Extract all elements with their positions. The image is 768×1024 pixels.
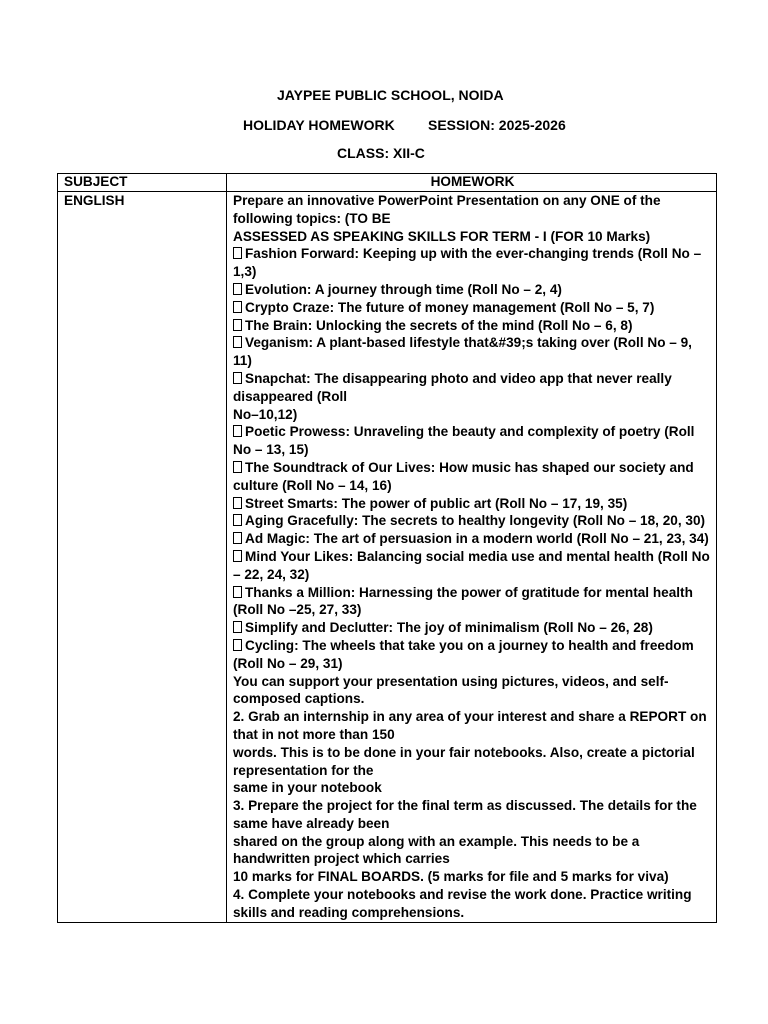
homework-line-text: Fashion Forward: Keeping up with the ever-changing trends (Roll No – 1,3)	[233, 246, 702, 280]
table-row	[58, 192, 717, 923]
bullet-box-icon	[233, 514, 242, 526]
homework-line	[233, 744, 712, 780]
homework-line-text: Poetic Prowess: Unraveling the beauty and complexity of poetry (Roll No – 13, 15)	[233, 424, 695, 458]
homework-table	[57, 173, 717, 923]
homework-line	[233, 334, 712, 370]
homework-line-text: 4. Complete your notebooks and revise the work done. Practice writing skills and reading comprehensions.	[233, 887, 692, 920]
bullet-box-icon	[233, 586, 242, 598]
homework-line	[233, 779, 712, 797]
homework-line-text: Prepare an innovative PowerPoint Presentation on any ONE of the following topics: (TO BE	[233, 193, 661, 226]
homework-line-text: Snapchat: The disappearing photo and video app that never really disappeared (Roll	[233, 370, 672, 404]
homework-line	[233, 299, 712, 317]
homework-line-text: Ad Magic: The art of persuasion in a modern world (Roll No – 21, 23, 34)	[245, 531, 709, 547]
homework-line-text: Thanks a Million: Harnessing the power of gratitude for mental health (Roll No –25, 27, 33)	[233, 584, 693, 618]
homework-line-text: shared on the group along with an example. This needs to be a handwritten project which carries	[233, 833, 640, 867]
homework-line-text: Street Smarts: The power of public art (Roll No – 17, 19, 35)	[245, 495, 628, 511]
homework-line-text: words. This is to be done in your fair notebooks. Also, create a pictorial representation for the	[233, 744, 695, 778]
homework-line	[233, 797, 712, 833]
homework-line	[233, 245, 712, 281]
bullet-box-icon	[233, 247, 242, 259]
homework-title: HOLIDAY HOMEWORK	[243, 117, 395, 133]
homework-line	[233, 673, 712, 709]
homework-line	[233, 868, 712, 886]
homework-line	[233, 192, 712, 228]
homework-line	[233, 495, 712, 513]
subject-column-header: SUBJECT	[58, 174, 227, 192]
homework-line-text: The Brain: Unlocking the secrets of the mind (Roll No – 6, 8)	[245, 317, 633, 333]
bullet-box-icon	[233, 497, 242, 509]
homework-line-text: Evolution: A journey through time (Roll No – 2, 4)	[245, 281, 562, 297]
homework-line-text: The Soundtrack of Our Lives: How music has shaped our society and culture (Roll No – 14, 16)	[233, 459, 694, 493]
homework-line-text: same in your notebook	[233, 780, 382, 796]
bullet-box-icon	[233, 461, 242, 473]
bullet-box-icon	[233, 550, 242, 562]
homework-line-text: 2. Grab an internship in any area of your interest and share a REPORT on that in not more than 150	[233, 709, 707, 742]
homework-line	[233, 637, 712, 673]
bullet-box-icon	[233, 319, 242, 331]
homework-line	[233, 548, 712, 584]
bullet-box-icon	[233, 283, 242, 295]
homework-line-text: 10 marks for FINAL BOARDS. (5 marks for file and 5 marks for viva)	[233, 869, 669, 885]
bullet-box-icon	[233, 372, 242, 384]
homework-line-text: Mind Your Likes: Balancing social media use and mental health (Roll No – 22, 24, 32)	[233, 548, 710, 582]
homework-line	[233, 423, 712, 459]
homework-line	[233, 228, 712, 246]
session-label: SESSION: 2025-2026	[428, 117, 566, 133]
homework-line	[233, 512, 712, 530]
homework-line	[233, 530, 712, 548]
homework-line-text: Simplify and Declutter: The joy of minimalism (Roll No – 26, 28)	[245, 620, 653, 636]
homework-line	[233, 459, 712, 495]
homework-line-text: 3. Prepare the project for the final term as discussed. The details for the same have already been	[233, 798, 697, 831]
class-label: CLASS: XII-C	[337, 145, 425, 161]
bullet-box-icon	[233, 336, 242, 348]
homework-line-text: Crypto Craze: The future of money management (Roll No – 5, 7)	[245, 299, 655, 315]
homework-line	[233, 708, 712, 744]
homework-line-text: No–10,12)	[233, 406, 298, 422]
homework-line	[233, 281, 712, 299]
homework-line	[233, 833, 712, 869]
homework-line-text: Veganism: A plant-based lifestyle that&#39;s taking over (Roll No – 9, 11)	[233, 335, 692, 369]
homework-line	[233, 886, 712, 922]
subject-cell: ENGLISH	[58, 192, 227, 923]
homework-cell	[227, 192, 717, 923]
homework-line	[233, 317, 712, 335]
bullet-box-icon	[233, 621, 242, 633]
homework-line	[233, 370, 712, 406]
homework-line	[233, 584, 712, 620]
homework-line-text: You can support your presentation using pictures, videos, and self-composed captions.	[233, 673, 669, 707]
homework-line-text: Cycling: The wheels that take you on a journey to health and freedom (Roll No – 29, 31)	[233, 637, 694, 671]
homework-line-text: Aging Gracefully: The secrets to healthy longevity (Roll No – 18, 20, 30)	[245, 513, 706, 529]
bullet-box-icon	[233, 301, 242, 313]
bullet-box-icon	[233, 639, 242, 651]
bullet-box-icon	[233, 532, 242, 544]
table-header-row	[58, 174, 717, 192]
homework-line-text: ASSESSED AS SPEAKING SKILLS FOR TERM - I (FOR 10 Marks)	[233, 228, 651, 244]
homework-line	[233, 406, 712, 424]
homework-column-header: HOMEWORK	[227, 174, 717, 192]
bullet-box-icon	[233, 425, 242, 437]
homework-line	[233, 619, 712, 637]
school-name: JAYPEE PUBLIC SCHOOL, NOIDA	[277, 87, 504, 103]
